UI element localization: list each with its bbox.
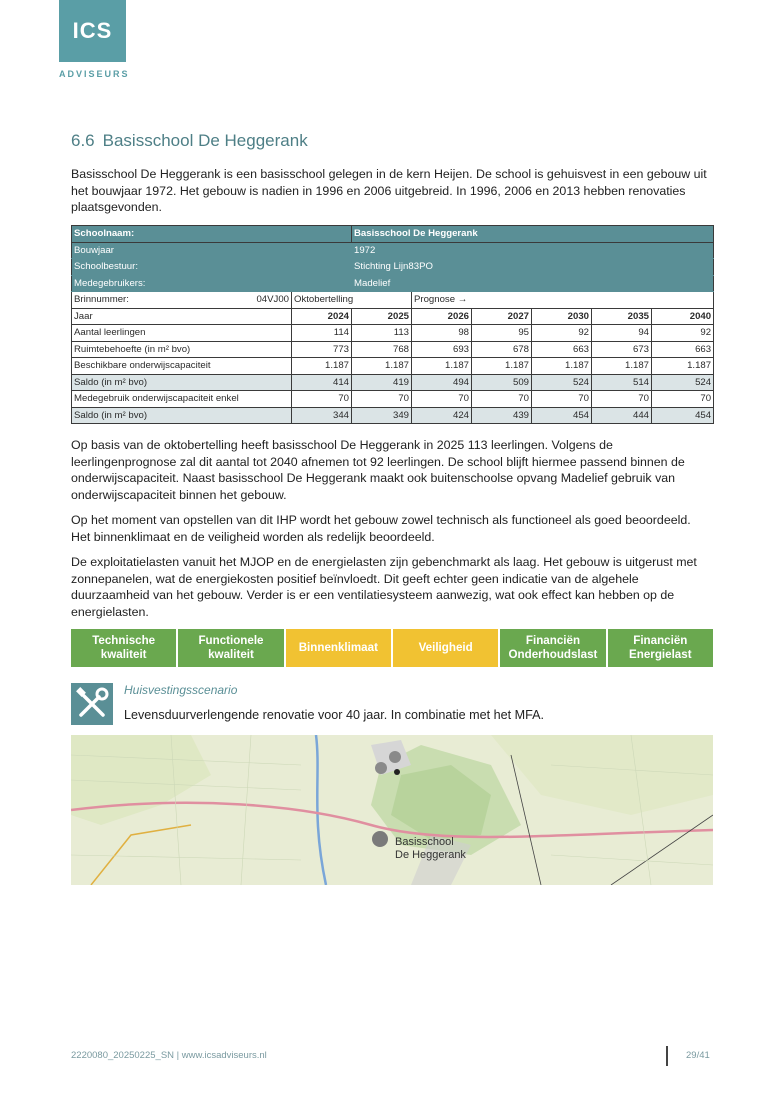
row-value: 439 <box>472 407 532 424</box>
row-label: Saldo (in m² bvo) <box>72 407 292 424</box>
tile-label: Energielast <box>629 648 692 661</box>
row-value: 92 <box>532 325 592 342</box>
tile-label: Financiën <box>633 634 688 647</box>
row-value: 92 <box>652 325 714 342</box>
map-label-line1: Basisschool <box>395 836 454 848</box>
bouwjaar-label: Bouwjaar <box>72 242 352 259</box>
tile-label: kwaliteit <box>100 648 147 661</box>
year-cell: 2027 <box>472 308 532 325</box>
row-value: 1.187 <box>292 358 352 375</box>
score-tile <box>393 629 498 667</box>
paragraph-exploitatie: De exploitatielasten vanuit het MJOP en de energielasten zijn gebenchmarkt als laag. Het gebouw is uitgerust met zonnepanelen, wat de energiekosten positief beïnvloedt. Dit geeft echter geen indicatie van de algehele duurzaamheid van het gebouw. Verder is er een ventilatiesysteem aanwezig, wat ook effect kan hebben op de energielasten. <box>71 555 697 619</box>
paragraph-beoordeling: Op het moment van opstellen van dit IHP wordt het gebouw zowel technisch als functioneel als goed beoordeeld. Het binnenklimaat en de veiligheid worden als redelijk beoordeeld. <box>71 513 691 544</box>
row-value: 94 <box>592 325 652 342</box>
row-value: 1.187 <box>532 358 592 375</box>
tile-label: Onderhoudslast <box>508 648 598 661</box>
score-tile <box>178 629 283 667</box>
row-value: 349 <box>352 407 412 424</box>
row-value: 494 <box>412 374 472 391</box>
row-value: 113 <box>352 325 412 342</box>
row-value: 70 <box>472 391 532 408</box>
row-value: 419 <box>352 374 412 391</box>
year-cell: 2024 <box>292 308 352 325</box>
paragraph-leerlingen: Op basis van de oktobertelling heeft basisschool De Heggerank in 2025 113 leerlingen. Volgens de leerlingenprognose zal dit aantal tot 2040 afnemen tot 92 leerlingen. De school blijft hiermee passend binnen de onderwijscapaciteit. Naast basisschool De Heggerank maakt ook buitenschoolse opvang Madelief gebruik van onderwijscapaciteit binnen het gebouw. <box>71 438 685 502</box>
schoolnaam-value: Basisschool De Heggerank <box>352 226 714 243</box>
score-tile <box>71 629 176 667</box>
medegebruikers-label: Medegebruikers: <box>72 275 352 292</box>
brin-label: Brinnummer: <box>72 292 230 309</box>
row-value: 524 <box>532 374 592 391</box>
row-value: 70 <box>652 391 714 408</box>
scenario-text: Levensduurverlengende renovatie voor 40 jaar. In combinatie met het MFA. <box>124 708 545 722</box>
row-label: Medegebruik onderwijscapaciteit enkel <box>72 391 292 408</box>
score-tile <box>608 629 713 667</box>
row-label: Ruimtebehoefte (in m² bvo) <box>72 341 292 358</box>
table-row <box>72 407 714 424</box>
row-value: 768 <box>352 341 412 358</box>
row-value: 70 <box>592 391 652 408</box>
table-row <box>72 391 714 408</box>
row-value: 98 <box>412 325 472 342</box>
bestuur-value: Stichting Lijn83PO <box>352 259 714 276</box>
year-cell: 2025 <box>352 308 412 325</box>
row-value: 673 <box>592 341 652 358</box>
footer-divider <box>666 1046 668 1066</box>
logo: ICS <box>59 0 126 62</box>
row-value: 70 <box>352 391 412 408</box>
table-row <box>72 358 714 375</box>
jaar-label: Jaar <box>72 308 292 325</box>
tile-label: Functionele <box>198 634 264 647</box>
tile-label: Veiligheid <box>418 641 473 654</box>
intro-paragraph: Basisschool De Heggerank is een basisschool gelegen in de kern Heijen. De school is gehuisvest in een gebouw uit het bouwjaar 1972. Het gebouw is nadien in 1996 en 2006 uitgebreid. In 1996, 2006 en 2013 hebben renovaties plaatsgevonden. <box>71 167 707 214</box>
row-value: 514 <box>592 374 652 391</box>
row-value: 70 <box>412 391 472 408</box>
row-label: Saldo (in m² bvo) <box>72 374 292 391</box>
row-value: 114 <box>292 325 352 342</box>
row-label: Beschikbare onderwijscapaciteit <box>72 358 292 375</box>
row-value: 524 <box>652 374 714 391</box>
tile-label: Binnenklimaat <box>298 641 378 654</box>
prognose-label: Prognose → <box>412 292 714 309</box>
row-label: Aantal leerlingen <box>72 325 292 342</box>
year-cell: 2030 <box>532 308 592 325</box>
row-value: 454 <box>532 407 592 424</box>
row-value: 1.187 <box>652 358 714 375</box>
row-value: 70 <box>292 391 352 408</box>
table-row <box>72 341 714 358</box>
medegebruikers-value: Madelief <box>352 275 714 292</box>
row-value: 1.187 <box>472 358 532 375</box>
bestuur-label: Schoolbestuur: <box>72 259 352 276</box>
oktobertelling-label: Oktobertelling <box>292 292 412 309</box>
tile-label: Technische <box>92 634 156 647</box>
schoolnaam-label: Schoolnaam: <box>72 226 352 243</box>
bouwjaar-value: 1972 <box>352 242 714 259</box>
year-cell: 2026 <box>412 308 472 325</box>
score-tiles <box>71 629 713 667</box>
location-map <box>71 735 713 885</box>
row-value: 509 <box>472 374 532 391</box>
year-cell: 2040 <box>652 308 714 325</box>
page-number: 29/41 <box>686 1050 710 1061</box>
school-marker-icon <box>372 831 388 847</box>
map-label-line2: De Heggerank <box>395 849 466 861</box>
row-value: 1.187 <box>412 358 472 375</box>
row-value: 663 <box>532 341 592 358</box>
row-value: 444 <box>592 407 652 424</box>
row-value: 1.187 <box>352 358 412 375</box>
score-tile <box>500 629 605 667</box>
brin-value: 04VJ00 <box>230 292 292 309</box>
school-data-table <box>71 225 714 424</box>
row-value: 1.187 <box>592 358 652 375</box>
year-cell: 2035 <box>592 308 652 325</box>
row-value: 773 <box>292 341 352 358</box>
row-value: 693 <box>412 341 472 358</box>
score-tile <box>286 629 391 667</box>
row-value: 454 <box>652 407 714 424</box>
table-row <box>72 325 714 342</box>
row-value: 678 <box>472 341 532 358</box>
row-value: 424 <box>412 407 472 424</box>
row-value: 663 <box>652 341 714 358</box>
table-row <box>72 374 714 391</box>
footer-reference: 2220080_20250225_SN | www.icsadviseurs.nl <box>71 1050 267 1061</box>
tools-icon <box>71 683 113 725</box>
row-value: 95 <box>472 325 532 342</box>
tile-label: kwaliteit <box>208 648 254 661</box>
tile-label: Financiën <box>525 634 581 647</box>
row-value: 70 <box>532 391 592 408</box>
section-title: 6.6 Basisschool De Heggerank <box>71 131 308 150</box>
row-value: 344 <box>292 407 352 424</box>
row-value: 414 <box>292 374 352 391</box>
logo-subtitle: ADVISEURS <box>59 69 130 79</box>
scenario-title: Huisvestingsscenario <box>124 683 238 697</box>
